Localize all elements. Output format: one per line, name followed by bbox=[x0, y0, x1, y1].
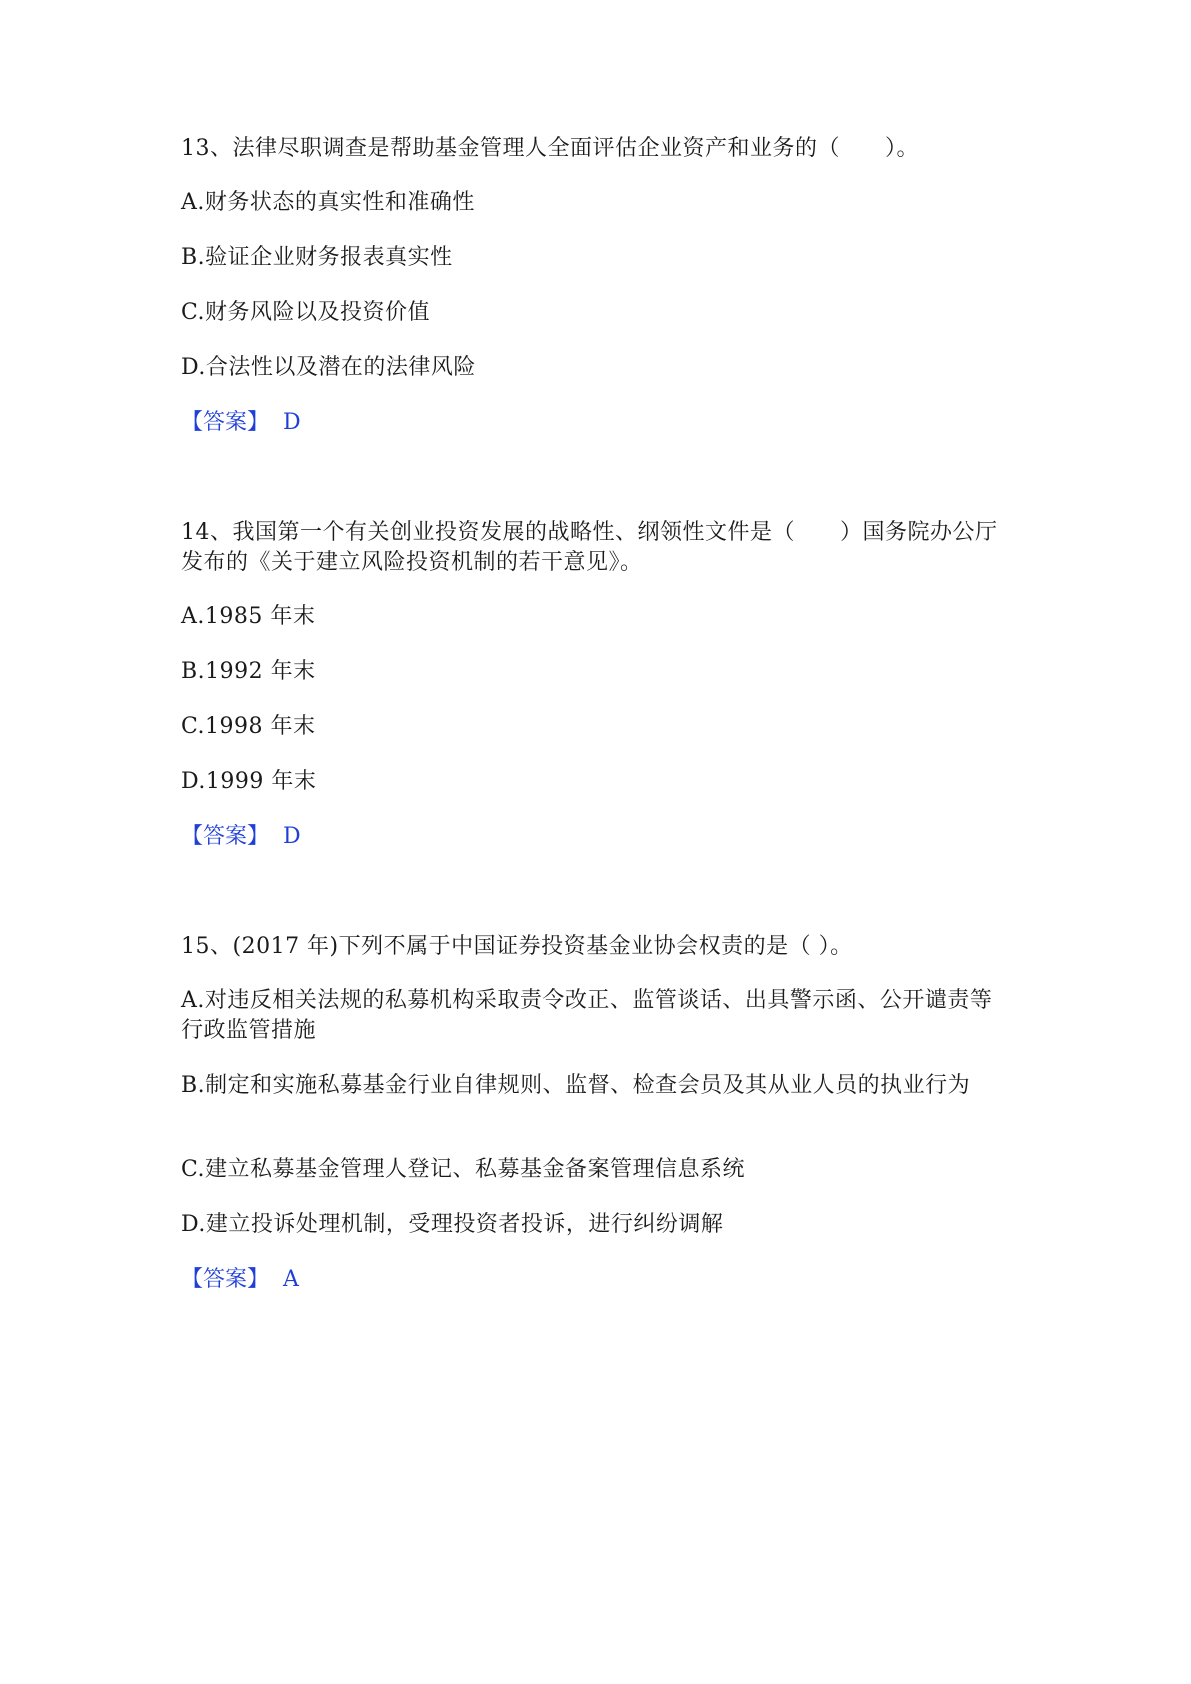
question-14-option-c: C.1998 年末 bbox=[181, 714, 316, 739]
question-15-stem: 15、(2017 年)下列不属于中国证券投资基金业协会权责的是（ ）。 bbox=[181, 934, 853, 959]
answer-label: 【答案】 bbox=[181, 824, 270, 849]
question-14-option-a: A.1985 年末 bbox=[181, 604, 316, 629]
question-15-option-b: B.制定和实施私募基金行业自律规则、监督、检查会员及其从业人员的执业行为 bbox=[181, 1073, 971, 1098]
question-15-option-d: D.建立投诉处理机制，受理投资者投诉，进行纠纷调解 bbox=[181, 1212, 724, 1237]
question-13-option-a: A.财务状态的真实性和准确性 bbox=[181, 190, 475, 215]
question-14-answer bbox=[181, 822, 301, 852]
question-13-stem: 13、法律尽职调查是帮助基金管理人全面评估企业资产和业务的（ ）。 bbox=[181, 136, 919, 161]
question-13-option-d: D.合法性以及潜在的法律风险 bbox=[181, 355, 476, 380]
answer-label: 【答案】 bbox=[181, 410, 270, 435]
question-15-option-c: C.建立私募基金管理人登记、私募基金备案管理信息系统 bbox=[181, 1157, 746, 1182]
question-13-option-c: C.财务风险以及投资价值 bbox=[181, 300, 431, 325]
question-14-option-b: B.1992 年末 bbox=[181, 659, 316, 684]
question-14-option-d: D.1999 年末 bbox=[181, 769, 317, 794]
answer-letter: D bbox=[283, 824, 301, 849]
question-15-option-a: A.对违反相关法规的私募机构采取责令改正、监管谈话、出具警示函、公开谴责等行政监管措施 bbox=[181, 988, 993, 1043]
question-13-option-b: B.验证企业财务报表真实性 bbox=[181, 245, 453, 270]
answer-letter: D bbox=[283, 410, 301, 435]
answer-label: 【答案】 bbox=[181, 1267, 270, 1292]
question-15-answer bbox=[181, 1265, 299, 1295]
question-14-stem: 14、我国第一个有关创业投资发展的战略性、纲领性文件是（ ）国务院办公厅发布的《关于建立风险投资机制的若干意见》。 bbox=[181, 520, 998, 575]
question-13-answer bbox=[181, 408, 301, 438]
document-page bbox=[181, 0, 1011, 1684]
answer-letter: A bbox=[283, 1267, 299, 1292]
